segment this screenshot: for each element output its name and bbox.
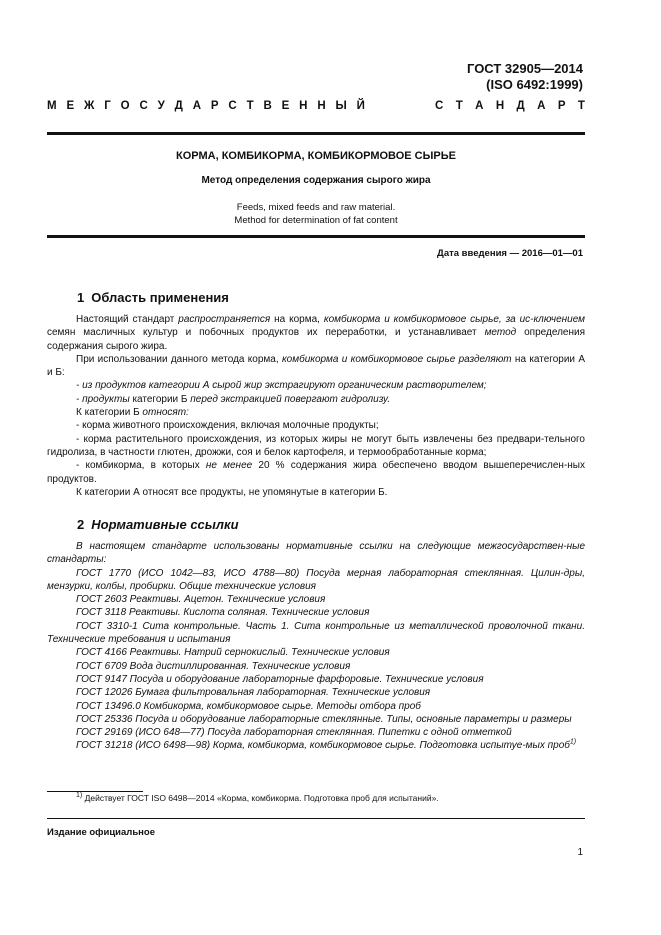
page-number: 1 bbox=[577, 847, 583, 858]
references-list bbox=[47, 567, 585, 753]
reference-item: ГОСТ 2603 Реактивы. Ацетон. Технические условия bbox=[76, 594, 326, 606]
reference-item: ГОСТ 9147 Посуда и оборудование лабораторные фарфоровые. Технические условия bbox=[76, 673, 484, 685]
text: на категории А и Б: bbox=[47, 353, 586, 379]
text: семян масличных культур и побочных продуктов их переработки, и устанавливает bbox=[47, 327, 485, 339]
section-1-number: 1 bbox=[77, 290, 85, 305]
section-2-heading bbox=[77, 517, 239, 532]
banner-letter: Е bbox=[281, 100, 290, 112]
footer-rule bbox=[47, 818, 585, 819]
banner-letter: Н bbox=[495, 100, 505, 112]
list-item bbox=[47, 393, 585, 406]
text: - продукты bbox=[76, 393, 130, 405]
banner-word-1 bbox=[47, 100, 365, 112]
reference-item: ГОСТ 25336 Посуда и оборудование лабораторные стеклянные. Типы, основные параметры и размеры bbox=[76, 713, 572, 725]
title-bottom-rule bbox=[47, 235, 585, 238]
banner-letter: Г bbox=[104, 100, 111, 112]
edition-label: Издание официальное bbox=[47, 827, 155, 838]
text: комбикорма и комбикормовое сырье разделяют bbox=[281, 353, 512, 365]
banner-letter: С bbox=[435, 100, 444, 112]
banner-letter: Е bbox=[66, 100, 75, 112]
banner-letter: У bbox=[157, 100, 165, 112]
list-item: - корма растительного происхождения, из которых жиры не могут быть извлечены без предвари-тельного гидролиза, в частности глютен, дрожжи, соя и белок картофеля, и термообработанные корма; bbox=[47, 433, 585, 458]
footnote-marker: 1) bbox=[76, 792, 83, 800]
standard-number-block bbox=[467, 61, 583, 93]
text: определения содержания сырого жира. bbox=[47, 327, 585, 352]
banner-letter: Ж bbox=[83, 100, 95, 112]
reference-item: ГОСТ 1770 (ИСО 1042—83, ИСО 4788—80) Посуда мерная лабораторная стеклянная. Цилин-дры, мензурки, колбы, пробирки. Общие технические условия bbox=[47, 567, 585, 592]
banner-letter: О bbox=[120, 100, 130, 112]
banner-letter: А bbox=[192, 100, 202, 112]
banner-letter: Ы bbox=[335, 100, 347, 112]
banner-letter: С bbox=[139, 100, 148, 112]
interstate-standard-banner bbox=[47, 100, 585, 112]
banner-letter: Т bbox=[577, 100, 585, 112]
iso-number: (ISO 6492:1999) bbox=[486, 77, 583, 92]
section-2-number: 2 bbox=[77, 517, 85, 532]
footnote-rule bbox=[47, 791, 143, 792]
top-rule bbox=[47, 132, 585, 135]
text: относят: bbox=[142, 407, 189, 419]
title-subtitle: Метод определения содержания сырого жира bbox=[201, 175, 431, 186]
text: категории Б bbox=[129, 393, 191, 405]
text: не менее bbox=[205, 460, 253, 472]
banner-letter: А bbox=[537, 100, 546, 112]
banner-letter: Р bbox=[210, 100, 219, 112]
section-2-title: Нормативные ссылки bbox=[91, 517, 239, 532]
list-item bbox=[47, 459, 585, 486]
text: 20 % содержания жира обеспечено вводом вышеперечислен-ных продуктов. bbox=[47, 460, 585, 485]
text: комбикорма и комбикормовое сырье, за ис-ключением bbox=[323, 314, 585, 325]
banner-letter: М bbox=[47, 100, 57, 112]
title-english bbox=[47, 201, 585, 227]
banner-letter: Т bbox=[455, 100, 463, 112]
introduction-date: Дата введения — 2016—01—01 bbox=[437, 248, 583, 259]
reference-item: ГОСТ 4166 Реактивы. Натрий сернокислый. Технические условия bbox=[76, 647, 390, 659]
footnote bbox=[76, 793, 439, 803]
text: При использовании данного метода корма, bbox=[76, 353, 282, 365]
footnote-text: Действует ГОСТ ISO 6498—2014 «Корма, комбикорма. Подготовка проб для испытаний». bbox=[82, 793, 439, 803]
title-main: КОРМА, КОМБИКОРМА, КОМБИКОРМОВОЕ СЫРЬЕ bbox=[176, 150, 456, 162]
reference-item: ГОСТ 12026 Бумага фильтровальная лабораторная. Технические условия bbox=[76, 687, 431, 699]
banner-letter: Д bbox=[174, 100, 183, 112]
paragraph bbox=[47, 353, 585, 380]
reference-item: ГОСТ 31218 (ИСО 6498—98) Корма, комбикорма, комбикормовое сырье. Подготовка испытуе-мых проб$^{1)}$ bbox=[76, 739, 577, 752]
banner-letter: Д bbox=[516, 100, 525, 112]
banner-letter: Т bbox=[246, 100, 254, 112]
banner-word-2 bbox=[435, 100, 585, 112]
paragraph: В настоящем стандарте использованы нормативные ссылки на следующие межгосударствен-ные стандарты: bbox=[47, 541, 585, 566]
text: распространяется bbox=[178, 314, 271, 325]
banner-letter: Р bbox=[557, 100, 566, 112]
paragraph: К категории А относят все продукты, не упомянутые в категории Б. bbox=[76, 486, 388, 498]
text: перед экстракцией повергают гидролизу. bbox=[190, 393, 391, 405]
text: Настоящий стандарт bbox=[76, 314, 179, 325]
paragraph bbox=[47, 313, 585, 353]
section-2-body bbox=[47, 540, 585, 753]
reference-item: ГОСТ 3310-1 Сита контрольные. Часть 1. Сита контрольные из металлической проволочной ткани. Технические требования и испытания bbox=[47, 620, 585, 646]
reference-item: ГОСТ 29169 (ИСО 648—77) Посуда лабораторная стеклянная. Пипетки с одной отметкой bbox=[76, 727, 512, 739]
text: К категории Б bbox=[76, 407, 143, 419]
text: - комбикорма, в которых bbox=[76, 460, 206, 472]
section-1-heading bbox=[77, 290, 229, 305]
standard-number: ГОСТ 32905—2014 bbox=[467, 61, 583, 76]
reference-item: ГОСТ 13496.0 Комбикорма, комбикормовое сырье. Методы отбора проб bbox=[76, 700, 421, 712]
banner-letter: С bbox=[228, 100, 237, 112]
title-english-line1: Feeds, mixed feeds and raw material. bbox=[236, 202, 396, 213]
list-item: - из продуктов категории А сырой жир экстрагируют органическим растворителем; bbox=[76, 380, 487, 392]
banner-letter: А bbox=[475, 100, 484, 112]
section-1-title: Область применения bbox=[91, 290, 229, 305]
banner-letter: Н bbox=[299, 100, 308, 112]
title-english-line2: Method for determination of fat content bbox=[234, 215, 398, 226]
reference-item: ГОСТ 6709 Вода дистиллированная. Технические условия bbox=[76, 660, 351, 672]
text: на корма, bbox=[270, 314, 324, 325]
list-item: - корма животного происхождения, включая молочные продукты; bbox=[76, 420, 379, 432]
banner-letter: Н bbox=[317, 100, 326, 112]
section-1-body bbox=[47, 313, 585, 499]
reference-item: ГОСТ 3118 Реактивы. Кислота соляная. Технические условия bbox=[76, 607, 370, 619]
footnote-reference: 1) bbox=[569, 739, 577, 747]
paragraph bbox=[47, 406, 585, 419]
banner-letter: В bbox=[263, 100, 272, 112]
text: метод bbox=[484, 327, 517, 339]
banner-letter: Й bbox=[356, 100, 365, 112]
